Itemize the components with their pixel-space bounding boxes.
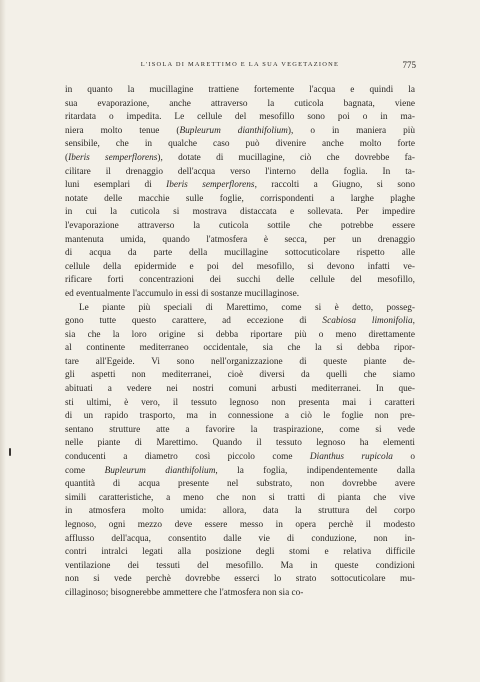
text-run: niera molto tenue ( xyxy=(65,125,180,136)
text-run: in quanto la mucillagine trattiene fortemente l'acqua e quindi la xyxy=(65,85,415,95)
text-run: cillaginoso; bisognerebbe ammettere che l'atmosfera non sia co- xyxy=(65,587,304,598)
margin-mark xyxy=(9,448,11,456)
text-line xyxy=(65,315,415,329)
text-line xyxy=(65,424,415,438)
text-line xyxy=(65,437,415,451)
text-line xyxy=(65,356,415,370)
text-line xyxy=(65,193,415,207)
text-run: , la foglia, indipendentemente dalla xyxy=(215,465,415,476)
text-line xyxy=(65,247,415,261)
text-line xyxy=(65,587,415,601)
text-line xyxy=(65,179,415,193)
italic-species-name: Scabiosa limonifolia xyxy=(322,316,413,327)
italic-species-name: Bupleurum dianthifolium xyxy=(104,465,216,476)
text-run: simili caratteristiche, a meno che non si tratti di pianta che vive xyxy=(65,492,415,503)
text-run: ), o in maniera più xyxy=(287,125,415,136)
text-run: contri intralci legati alla posizione degli stomi e relativa difficile xyxy=(65,547,415,558)
text-line xyxy=(65,573,415,587)
text-run: ), dotate di mucillagine, ciò che dovrebbe fa- xyxy=(157,152,415,163)
text-run: sensibile, che in qualche caso può divenire anche molto forte xyxy=(65,139,415,150)
text-run: non si vede perchè dovrebbe esserci lo strato sottocuticolare mu- xyxy=(65,574,415,585)
text-run: mantenuta umida, quando l'atmosfera è secca, per un drenaggio xyxy=(65,234,415,245)
text-run: , xyxy=(412,316,415,327)
text-line xyxy=(65,274,415,288)
text-line xyxy=(65,111,415,125)
text-line xyxy=(65,288,415,302)
text-run: ed eventualmente l'accumulo in essi di sostanze mucillaginose. xyxy=(65,288,300,299)
text-line xyxy=(65,519,415,533)
text-run: in cui la cuticola si mostrava distaccata e sollevata. Per impedire xyxy=(65,207,415,218)
italic-species-name: Dianthus rupicola xyxy=(309,452,393,463)
text-line xyxy=(65,451,415,465)
text-line xyxy=(65,505,415,519)
text-run: legnoso, ogni mezzo deve essere messo in opera perchè il modesto xyxy=(65,520,415,530)
text-run: al continente mediterraneo occidentale, sia che la si debba ripor- xyxy=(65,343,415,354)
body-text xyxy=(65,84,415,601)
text-line xyxy=(65,138,415,152)
text-run: notate delle macchie sulle foglie, corrispondenti a larghe plaghe xyxy=(65,193,415,204)
text-line xyxy=(65,125,415,139)
text-run: come xyxy=(65,465,105,476)
text-line xyxy=(65,84,415,98)
text-line xyxy=(65,152,415,166)
text-line xyxy=(65,220,415,234)
text-line xyxy=(65,533,415,547)
text-run: quantità di acqua presente nel substrato, non dovrebbe avere xyxy=(65,479,415,490)
text-run: sti ultimi, è vero, il tessuto legnoso non presenta mai i caratteri xyxy=(65,397,415,408)
text-line xyxy=(65,369,415,383)
text-line xyxy=(65,465,415,479)
text-run: in atmosfera molto umida: allora, data la struttura del corpo xyxy=(65,506,415,517)
text-run: luni esemplari di xyxy=(65,180,167,191)
text-line xyxy=(65,342,415,356)
text-run: abituati a vedere nei nostri comuni arbusti mediterranei. In que- xyxy=(65,384,415,395)
text-line xyxy=(65,234,415,248)
text-line xyxy=(65,206,415,220)
text-run: sua evaporazione, anche attraverso la cuticola bagnata, viene xyxy=(65,98,415,109)
text-run: Le piante più speciali di Marettimo, come si è detto, posseg- xyxy=(79,302,415,313)
text-run: ventilazione dei tessuti del mesofillo. Ma in queste condizioni xyxy=(65,560,415,571)
italic-species-name: Bupleurum dianthifolium xyxy=(179,125,288,136)
text-run: di acqua da parte della mucillagine sottocuticolare rispetto alle xyxy=(65,248,415,259)
text-line xyxy=(65,410,415,424)
running-head: L'ISOLA DI MARETTIMO E LA SUA VEGETAZIONE xyxy=(140,61,340,68)
text-line xyxy=(65,302,415,316)
text-run: conducenti a diametro così piccolo come xyxy=(65,452,310,463)
text-run: , raccolti a Giugno, si sono xyxy=(254,180,415,191)
text-line xyxy=(65,492,415,506)
text-line xyxy=(65,329,415,343)
text-run: sia che la loro origine si debba riportare più o meno direttamente xyxy=(65,329,415,340)
text-run: gli aspetti non mediterranei, cioè diversi da quelli che siamo xyxy=(65,370,415,381)
text-run: cilitare il drenaggio dell'acqua verso l'interno della foglia. In ta- xyxy=(65,166,415,177)
text-run: cellule della epidermide e poi del mesofillo, si devono infatti ve- xyxy=(65,261,415,272)
page-number: 775 xyxy=(402,60,416,70)
text-run: rificare forti concentrazioni dei succhi delle cellule del mesofillo, xyxy=(65,275,415,286)
text-line xyxy=(65,383,415,397)
page-edge-shadow xyxy=(0,0,6,682)
text-line xyxy=(65,397,415,411)
page-header xyxy=(64,58,416,72)
text-line xyxy=(65,261,415,275)
text-line xyxy=(65,166,415,180)
text-line xyxy=(65,478,415,492)
text-run: gono tutte questo carattere, ad eccezione di xyxy=(65,316,323,327)
text-run: afflusso dell'acqua, consentito dalle vie di conduzione, non in- xyxy=(65,533,415,544)
italic-species-name: Iberis semperflorens xyxy=(68,152,158,163)
text-line xyxy=(65,560,415,574)
italic-species-name: Iberis semperflorens xyxy=(166,180,255,191)
text-run: ritardata o impedita. Le cellule del mesofillo sono poi o in ma- xyxy=(65,112,415,123)
text-line xyxy=(65,546,415,560)
text-run: ( xyxy=(65,152,69,163)
text-line xyxy=(65,98,415,112)
text-run: o xyxy=(392,452,415,463)
text-run: tare all'Egeide. Vi sono nell'organizzazione di queste piante de- xyxy=(65,356,415,367)
text-run: sentano strutture atte a favorire la traspirazione, come si vede xyxy=(65,424,415,435)
text-run: nelle piante di Marettimo. Quando il tessuto legnoso ha elementi xyxy=(65,438,415,449)
text-run: di un rapido trasporto, ma in connessione a ciò le foglie non pre- xyxy=(65,411,415,422)
text-run: l'evaporazione attraverso la cuticola sottile che potrebbe essere xyxy=(65,220,415,231)
